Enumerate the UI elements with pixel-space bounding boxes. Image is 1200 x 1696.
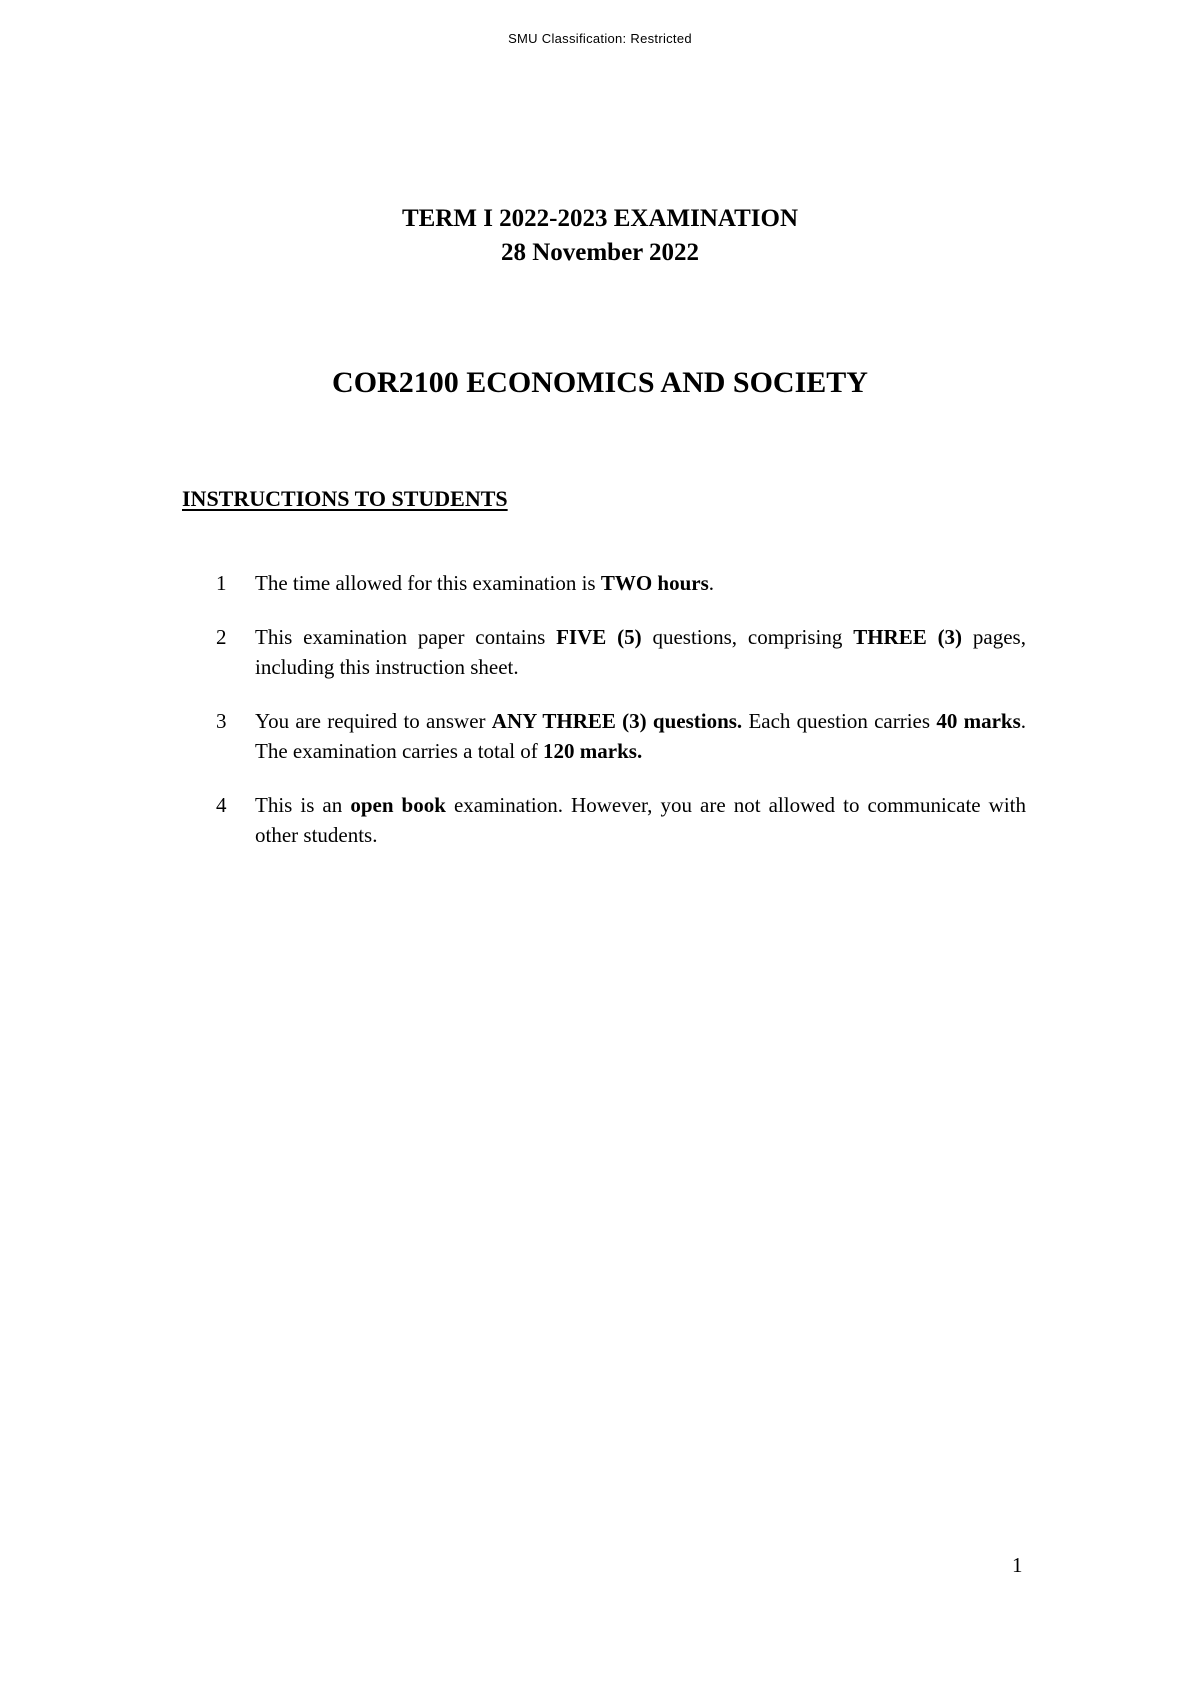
instruction-text-segment: This examination paper contains [255,625,557,649]
course-title: COR2100 ECONOMICS AND SOCIETY [332,366,868,399]
instruction-emphasis: 40 marks [936,709,1021,733]
instruction-item [216,622,1026,682]
instruction-number: 2 [216,625,227,649]
instruction-text [255,568,1026,598]
instruction-text [255,706,1026,766]
instruction-number: 3 [216,709,227,733]
instruction-text-segment: . [708,571,715,595]
page-number: 1 [1012,1553,1023,1577]
instructions-heading: INSTRUCTIONS TO STUDENTS [182,486,508,511]
instruction-text-segment: This is an [255,793,351,817]
instruction-emphasis: TWO hours [600,571,709,595]
classification-label: SMU Classification: Restricted [508,31,692,46]
exam-term-title: TERM I 2022-2023 EXAMINATION [401,205,799,232]
instruction-list [216,568,1026,874]
instruction-emphasis: THREE (3) [853,625,963,649]
instruction-item [216,706,1026,766]
instruction-emphasis: ANY THREE (3) questions. [491,709,743,733]
instruction-text [255,790,1026,850]
exam-title-block [0,202,1200,270]
instruction-emphasis: open book [350,793,446,817]
instruction-text-segment: pages, including this instruction sheet. [255,625,1026,679]
instruction-number: 4 [216,793,227,817]
instruction-item [216,568,1026,598]
instruction-text-segment: The time allowed for this examination is [255,571,601,595]
instruction-number: 1 [216,571,227,595]
instruction-text-segment: You are required to answer [255,709,492,733]
instruction-emphasis: 120 marks. [543,739,643,763]
instruction-item [216,790,1026,850]
instruction-text-segment: . The examination carries a total of [255,709,1027,763]
instruction-text [255,622,1026,682]
exam-date: 28 November 2022 [500,239,700,266]
instruction-text-segment: examination. However, you are not allowed to communicate with other students. [255,793,1026,847]
instruction-text-segment: Each question carries [742,709,937,733]
instruction-emphasis: FIVE (5) [556,625,642,649]
instruction-text-segment: questions, comprising [641,625,854,649]
